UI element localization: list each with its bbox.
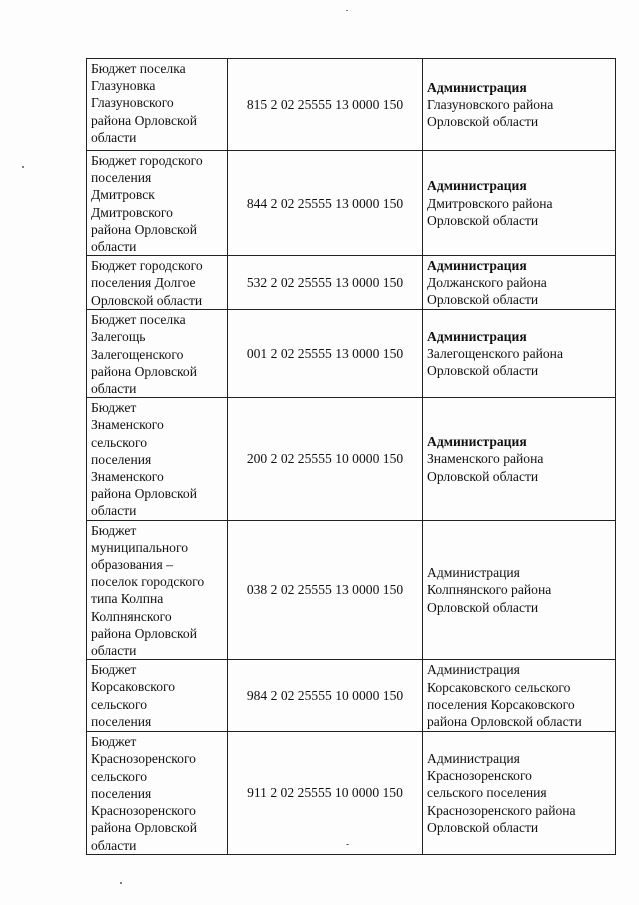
budget-name-line: Глазуновского bbox=[91, 95, 174, 111]
table-row bbox=[87, 660, 616, 732]
administrator-line: Орловской области bbox=[427, 292, 539, 308]
budget-name-line: области bbox=[91, 503, 137, 519]
budget-name-line: поселения bbox=[91, 713, 152, 729]
administrator-cell bbox=[423, 310, 616, 398]
administrator-cell bbox=[423, 732, 616, 854]
administrator-cell bbox=[423, 660, 616, 732]
budget-name-cell bbox=[87, 310, 228, 398]
budget-name-line: области bbox=[91, 129, 137, 145]
administrator-cell bbox=[423, 256, 616, 310]
budget-code-cell: 001 2 02 25555 13 0000 150 bbox=[228, 310, 423, 398]
budget-name-cell bbox=[87, 398, 228, 520]
budget-name-line: поселок городского bbox=[91, 574, 205, 590]
budget-name-line: Корсаковского bbox=[91, 679, 176, 695]
administrator-line: сельского поселения bbox=[427, 785, 547, 801]
budget-name-cell bbox=[87, 660, 228, 732]
budget-name-line: Бюджет bbox=[91, 400, 137, 416]
administrator-line: Корсаковского сельского bbox=[427, 679, 571, 695]
budget-code-cell: 532 2 02 25555 13 0000 150 bbox=[228, 256, 423, 310]
budget-name-line: Колпнянского bbox=[91, 608, 172, 624]
budget-name-line: области bbox=[91, 643, 137, 659]
table-row bbox=[87, 59, 616, 151]
budget-code-cell: 815 2 02 25555 13 0000 150 bbox=[228, 59, 423, 151]
budget-name-line: района Орловской bbox=[91, 486, 197, 502]
budget-name-line: Бюджет городского bbox=[91, 153, 203, 168]
administrator-line: Орловской области bbox=[427, 212, 539, 228]
budget-name-line: района Орловской bbox=[91, 112, 197, 128]
budget-name-line: Краснозоренского bbox=[91, 751, 196, 767]
administrator-heading: Администрация bbox=[427, 257, 527, 273]
budget-name-line: образования – bbox=[91, 557, 173, 573]
budget-code-cell: 911 2 02 25555 10 0000 150 bbox=[228, 732, 423, 854]
table-row bbox=[87, 398, 616, 520]
administrator-heading: Администрация bbox=[427, 565, 520, 581]
scan-speck bbox=[120, 882, 122, 884]
budget-name-cell bbox=[87, 59, 228, 151]
administrator-line: Орловской области bbox=[427, 114, 539, 130]
budget-name-line: Бюджет bbox=[91, 522, 137, 538]
administrator-line: Знаменского района bbox=[427, 451, 544, 467]
scan-speck bbox=[22, 166, 24, 168]
administrator-line: Дмитровского района bbox=[427, 195, 553, 211]
administrator-line: Краснозоренского bbox=[427, 768, 532, 784]
budget-name-line: Дмитровского bbox=[91, 204, 173, 220]
budget-name-line: поселения Долгое bbox=[91, 275, 196, 291]
budget-name-line: сельского bbox=[91, 768, 147, 784]
administrator-heading: Администрация bbox=[427, 328, 527, 344]
budget-name-line: Бюджет поселка bbox=[91, 312, 186, 328]
budget-name-line: муниципального bbox=[91, 539, 189, 555]
administrator-line: Орловской области bbox=[427, 363, 539, 379]
table-row bbox=[87, 151, 616, 256]
budget-name-line: Бюджет поселка bbox=[91, 61, 186, 76]
budget-name-line: Краснозоренского bbox=[91, 803, 196, 819]
administrator-heading: Администрация bbox=[427, 662, 520, 678]
budget-name-line: поселения bbox=[91, 170, 152, 186]
budget-name-line: района Орловской bbox=[91, 625, 197, 641]
budget-code-cell: 984 2 02 25555 10 0000 150 bbox=[228, 660, 423, 732]
administrator-cell bbox=[423, 520, 616, 660]
budget-name-line: района Орловской bbox=[91, 363, 197, 379]
budget-name-cell bbox=[87, 151, 228, 256]
budget-name-line: сельского bbox=[91, 696, 147, 712]
table-row bbox=[87, 310, 616, 398]
budget-name-line: поселения bbox=[91, 785, 152, 801]
budget-name-line: Залегощенского bbox=[91, 346, 184, 362]
table-row bbox=[87, 256, 616, 310]
administrator-heading: Администрация bbox=[427, 79, 527, 95]
administrator-line: Орловской области bbox=[427, 819, 539, 835]
budget-code-cell: 200 2 02 25555 10 0000 150 bbox=[228, 398, 423, 520]
budget-name-line: поселения bbox=[91, 451, 152, 467]
budget-name-line: сельского bbox=[91, 434, 147, 450]
budget-name-line: Глазуновка bbox=[91, 78, 156, 94]
budget-name-line: Бюджет городского bbox=[91, 258, 203, 274]
administrator-line: Залегощенского района bbox=[427, 346, 563, 362]
administrator-line: поселения Корсаковского bbox=[427, 696, 575, 712]
budget-name-line: района Орловской bbox=[91, 221, 197, 237]
budget-name-cell bbox=[87, 732, 228, 854]
administrator-heading: Администрация bbox=[427, 178, 527, 194]
budget-name-line: Бюджет bbox=[91, 734, 137, 750]
administrator-heading: Администрация bbox=[427, 750, 520, 766]
budget-name-line: Орловской области bbox=[91, 292, 203, 308]
budget-name-line: Знаменского bbox=[91, 469, 164, 485]
budget-code-cell: 038 2 02 25555 13 0000 150 bbox=[228, 520, 423, 660]
budget-name-line: области bbox=[91, 837, 137, 853]
budget-name-line: типа Колпна bbox=[91, 591, 164, 607]
budget-name-line: района Орловской bbox=[91, 820, 197, 836]
budget-name-line: Знаменского bbox=[91, 417, 164, 433]
budget-table bbox=[86, 58, 616, 855]
administrator-line: района Орловской области bbox=[427, 713, 582, 729]
administrator-cell bbox=[423, 151, 616, 256]
administrator-cell bbox=[423, 59, 616, 151]
budget-name-line: Дмитровск bbox=[91, 187, 155, 203]
budget-name-cell bbox=[87, 520, 228, 660]
administrator-line: Глазуновского района bbox=[427, 96, 554, 112]
table-row bbox=[87, 732, 616, 854]
administrator-line: Краснозоренского района bbox=[427, 802, 576, 818]
budget-name-line: области bbox=[91, 239, 137, 255]
budget-name-line: области bbox=[91, 381, 137, 397]
table-row bbox=[87, 520, 616, 660]
budget-code-cell: 844 2 02 25555 13 0000 150 bbox=[228, 151, 423, 256]
administrator-heading: Администрация bbox=[427, 434, 527, 450]
administrator-line: Колпнянского района bbox=[427, 582, 552, 598]
administrator-line: Должанского района bbox=[427, 275, 547, 291]
budget-name-line: Залегощь bbox=[91, 329, 146, 345]
administrator-line: Орловской области bbox=[427, 468, 539, 484]
budget-name-line: Бюджет bbox=[91, 662, 137, 678]
scan-speck bbox=[346, 10, 348, 11]
budget-name-cell bbox=[87, 256, 228, 310]
administrator-cell bbox=[423, 398, 616, 520]
administrator-line: Орловской области bbox=[427, 599, 539, 615]
